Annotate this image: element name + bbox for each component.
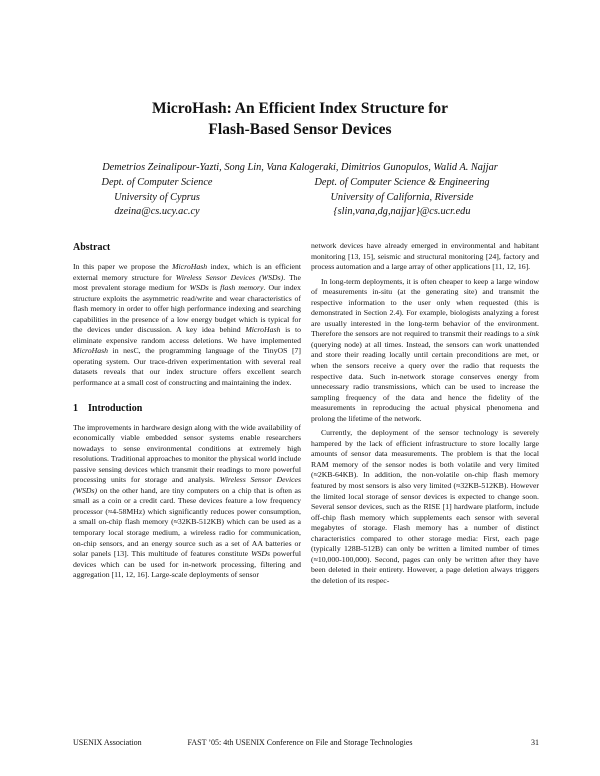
page-number: 31 [531, 738, 539, 747]
affiliation-left-university: University of Cyprus [114, 191, 200, 203]
abstract-paragraph: In this paper we propose the MicroHash index, which is an efficient external memory structure for Wireless Sensor Devices (WSDs). The most prevalent storage medium for WSDs is flash memory. Our index structure exploits the asymmetric read/write and wear characteristics of flash memory in order to offer high performance indexing and searching capabilities in the presence of a low energy budget which is typical for the devices under discussion. A key idea behind MicroHash is to eliminate expensive random access deletions. We have implemented MicroHash in nesC, the programming language of the TinyOS [7] operating system. Our trace-driven experimentation with several real datasets reveals that our index structure offers excellent search performance at a small cost of constructing and maintaining the index. [73, 262, 301, 388]
intro-paragraph: The improvements in hardware design along with the wide availability of economically viable embedded sensor systems enable researchers nowadays to sense environmental conditions at extremely high resolutions. Traditional approaches to monitor the physical world include passive sensing devices which transmit their readings to more powerful processing units for storage and analysis. Wireless Sensor Devices (WSDs) on the other hand, are tiny computers on a chip that is often as small as a coin or a credit card. These devices feature a low frequency processor (≈4-58MHz) which significantly reduces power consumption, a small on-chip flash memory (≈32KB-512KB) which can be used as a temporary local storage medium, a wireless radio for communication, on-chip sensors, and an energy source such as a set of AA batteries or solar panels [13]. This multitude of features constitute WSDs powerful devices which can be used for in-network processing, filtering and aggregation [11, 12, 16]. Large-scale deployments of sensor [73, 422, 301, 580]
section-number: 1 [73, 402, 78, 414]
affiliation-right-dept: Dept. of Computer Science & Engineering [314, 177, 490, 188]
section-title: Introduction [88, 402, 143, 414]
title-line-1: MicroHash: An Efficient Index Structure for [151, 100, 449, 117]
body-paragraph-3: Currently, the deployment of the sensor technology is severely hampered by the lack of efficient infrastructure to store locally large amounts of sensor data measurements. The problem is that the local RAM memory of the sensor nodes is both volatile and very limited (≈2KB-64KB). In addition, the non-volatile on-chip flash memory featured by most sensors is also very limited (≈32KB-512KB). However the limited local storage of sensor devices is expected to change soon. Several sensor devices, such as the RISE [1] hardware platform, include off-chip flash memory which supplements each sensor with several megabytes of storage. Flash memory has a number of distinct characteristics compared to other storage media: First, each page (typically 128B-512B) can only be written a limited number of times (≈10,000-100,000). Second, pages can only be written after they have been deleted in their entirety. However, a page deletion always triggers the deletion of its respec- [311, 428, 539, 585]
footer-left: USENIX Association [73, 738, 142, 747]
title-line-2: Flash-Based Sensor Devices [208, 121, 392, 138]
intro-heading [73, 402, 301, 415]
paper-title [0, 98, 600, 140]
author-list: Demetrios Zeinalipour-Yazti, Song Lin, Vana Kalogeraki, Dimitrios Gunopulos, Walid A. Najjar [102, 162, 498, 173]
left-column [73, 241, 301, 581]
footer-center: FAST ’05: 4th USENIX Conference on File and Storage Technologies [187, 738, 413, 747]
affiliation-left [82, 176, 232, 220]
body-paragraph-1: network devices have already emerged in environmental and habitant monitoring [13, 15], seismic and structural monitoring [24], factory and process automation and a large array of other applications [11, 12, 16]. [311, 241, 539, 272]
affiliation-right-university: University of California, Riverside [330, 191, 474, 203]
affiliation-right [272, 176, 532, 220]
abstract-heading: Abstract [73, 242, 111, 253]
affiliation-left-email: dzeina@cs.ucy.ac.cy [114, 206, 200, 217]
body-paragraph-2: In long-term deployments, it is often cheaper to keep a large window of measurements in-situ (at the generating site) and transmit the respective information to the user only when requested (this is demonstrated in Section 2.4). For example, biologists analyzing a forest are usually interested in the long-term behavior of the environment. Therefore the sensors are not required to transmit their readings to a sink (querying node) at all times. Instead, the sensors can work unattended and store their reading locally until certain preconditions are met, or when the sensors receive a query over the radio that requests the respective data. Such in-network storage conserves energy from unnecessary radio transmissions, which can be used to increase the sampling frequency of the data and hence the fidelity of the measurements in reproducing the actual physical phenomena and prolong the lifetime of the network. [311, 276, 539, 423]
affiliation-left-dept: Dept. of Computer Science [101, 177, 213, 188]
affiliation-right-email: {slin,vana,dg,najjar}@cs.ucr.edu [333, 206, 471, 217]
right-column [311, 241, 539, 587]
